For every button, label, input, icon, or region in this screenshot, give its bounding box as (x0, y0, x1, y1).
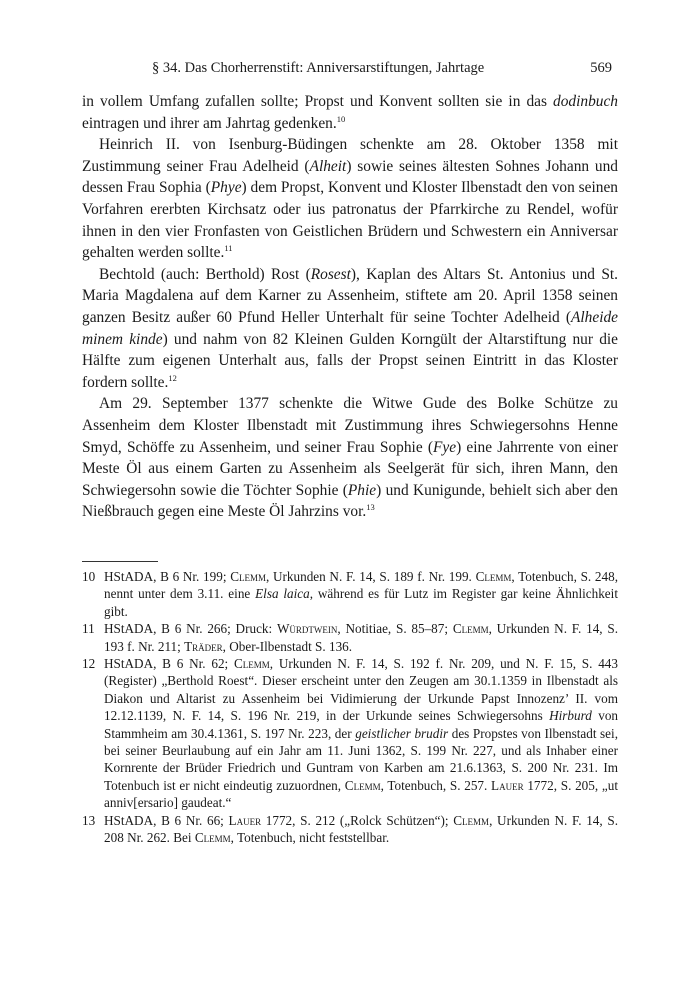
footnote-10 (82, 568, 618, 620)
text-run: ) eine Jahrrente von einer Meste Öl aus einem Garten zu Assenheim als Seelgerät für sich, ihren Mann, den Schwiegersohn sowie die Töchter Sophie ( (82, 438, 618, 499)
text-run: HStADA, B 6 Nr. 62; (104, 656, 234, 672)
text-run: 1772, S. 212 („Rolck Schützen“); (261, 812, 454, 828)
running-title: § 34. Das Chorherrenstift: Anniversarstiftungen, Jahrtage (152, 60, 485, 76)
italic-term: Alheide minem kinde (82, 308, 618, 348)
main-text (82, 91, 618, 523)
footnote-number: 13 (82, 812, 96, 828)
text-run: , Urkunden N. F. 14, S. 189 f. Nr. 199. (266, 569, 476, 584)
page-number: 569 (590, 60, 612, 76)
footnote-number: 11 (82, 621, 95, 637)
italic-term: Phye (210, 179, 242, 197)
text-run: Heinrich II. von Isenburg-Büdingen schenkte am 28. Oktober 1358 mit Zustimmung seiner Frau Adelheid ( (82, 136, 618, 175)
footnote-number: 10 (82, 569, 96, 584)
text-run: ), Kaplan des Altars St. Antonius und St. Maria Magdalena auf dem Karner zu Assenheim, stiftete am 20. April 1358 seinen ganzen Besitz außer 60 Pfund Heller Unterhalt für seine Tochter Adelheid ( (82, 265, 619, 326)
footnotes (82, 568, 618, 847)
author-name: Clemm (452, 621, 489, 637)
text-run: , Totenbuch, S. 248, nennt unter dem 3.11. eine (104, 569, 618, 602)
text-run: ) sowie seines ältesten Sohnes Johann und dessen Frau Sophia ( (82, 157, 618, 197)
text-run: , Urkunden N. F. 14, S. 192 f. Nr. 209, und N. F. 15, S. 443 (Register) „Berthold Roest“. Dieser erscheint unter den Zeugen am 30.1.1359 in Ilbenstadt als Diakon und Altarist zu Assenheim bei Vidimierung der Urkunde Papst Innozenz’ II. vom 12.12.1139, N. F. 14, S. 196 Nr. 219, in der Urkunde seines Schwiegersohns (104, 656, 618, 724)
italic-term: Rosest (310, 265, 351, 283)
author-name: Clemm (233, 656, 270, 672)
text-run: , während es für Lutz im Register gar keine Ähnlichkeit gibt. (104, 586, 618, 619)
paragraph-2 (82, 134, 618, 264)
text-run: , Notitiae, S. 85–87; (337, 621, 453, 637)
author-name: Träder (184, 638, 223, 654)
italic-term: Alheit (309, 157, 347, 175)
author-name: Clemm (453, 812, 490, 828)
author-name: Clemm (194, 830, 231, 846)
footnote-ref-11[interactable]: 11 (224, 243, 233, 254)
author-name: Lauer (228, 812, 262, 828)
author-name: Würdtwein (276, 621, 338, 637)
footnote-11 (82, 620, 618, 655)
author-name: Clemm (475, 569, 512, 584)
text-run: in vollem Umfang zufallen sollte; Propst und Konvent sollten sie in das (82, 93, 554, 110)
text-run: , Totenbuch, nicht feststellbar. (230, 830, 390, 846)
italic-term: Phie (347, 481, 377, 499)
text-run: des Propstes von Ilbenstadt sei, bei seiner Beurlaubung auf ein Jahr am 11. Juni 1362, S. 199 Nr. 227, und als Inhaber einer Kornrente der Brüder Friedrich und Guntram von Karben am 21.6.1363, S. 200 Nr. 231. Im Totenbuch ist er nicht eindeutig zuzuordnen, (104, 725, 618, 793)
text-run: , Ober-Ilbenstadt S. 136. (222, 638, 353, 654)
paragraph-4 (82, 393, 618, 523)
running-header (82, 60, 620, 82)
text-run: , Totenbuch, S. 257. (380, 777, 492, 793)
text-run: Bechtold (auch: Berthold) Rost ( (99, 265, 311, 283)
text-run: Am 29. September 1377 schenkte die Witwe Gude des Bolke Schütze zu Assenheim dem Kloster Ilbenstadt mit Zustimmung ihres Schwiegersohns Henne Smyd, Schöffe zu Assenheim, und seiner Frau Sophie ( (82, 395, 618, 456)
footnote-ref-13[interactable]: 13 (366, 502, 375, 513)
paragraph-3 (82, 264, 618, 394)
text-run: 1772, S. 205, „ut anniv[ersario] gaudeat.“ (104, 777, 619, 811)
text-run: HStADA, B 6 Nr. 266; Druck: (104, 621, 277, 637)
italic-term: dodinbuch (553, 93, 618, 110)
text-run: , Urkunden N. F. 14, S. 193 f. Nr. 211; (104, 621, 619, 654)
text-run: ) und Kunigunde, behielt sich aber den Nießbrauch gegen eine Meste Öl Jahrzins vor. (82, 481, 618, 521)
text-run: ) und nahm von 82 Kleinen Gulden Korngült der Altarstiftung nur die Hälfte zum eigenen Unterhalt aus, falls der Propst seinen Eintritt in das Kloster fordern sollte. (82, 330, 618, 391)
text-run: HStADA, B 6 Nr. 199; (104, 569, 231, 584)
author-name: Clemm (230, 569, 266, 584)
italic-term: geistlicher brudir (355, 725, 449, 741)
footnote-12 (82, 655, 618, 812)
text-run: ) dem Propst, Konvent und Kloster Ilbenstadt den von seinen Vorfahren ererbten Kirchsatz oder ius patronatus der Pfarrkirche zu Rendel, wofür ihnen in den vier Fronfasten von Geistlichen Brüdern und Schwestern ein Anniversar gehalten werden sollte. (82, 179, 618, 262)
footnote-13 (82, 812, 618, 847)
text-run: HStADA, B 6 Nr. 66; (104, 812, 229, 828)
italic-term: Fye (433, 438, 457, 456)
italic-term: Hirburd (549, 708, 592, 724)
text-run: von Stammheim am 30.4.1361, S. 197 Nr. 223, der (104, 708, 619, 741)
text-run: eintragen und ihrer am Jahrtag gedenken. (82, 114, 337, 132)
footnote-separator (82, 561, 158, 562)
paragraph-1 (82, 91, 618, 134)
italic-term: Elsa laica (255, 586, 310, 602)
author-name: Clemm (344, 777, 381, 793)
author-name: Lauer (491, 777, 524, 793)
text-run: , Urkunden N. F. 14, S. 208 Nr. 262. Bei (104, 812, 619, 846)
footnote-ref-12[interactable]: 12 (168, 372, 177, 383)
footnote-number: 12 (82, 656, 96, 672)
footnote-ref-10[interactable]: 10 (336, 113, 346, 124)
